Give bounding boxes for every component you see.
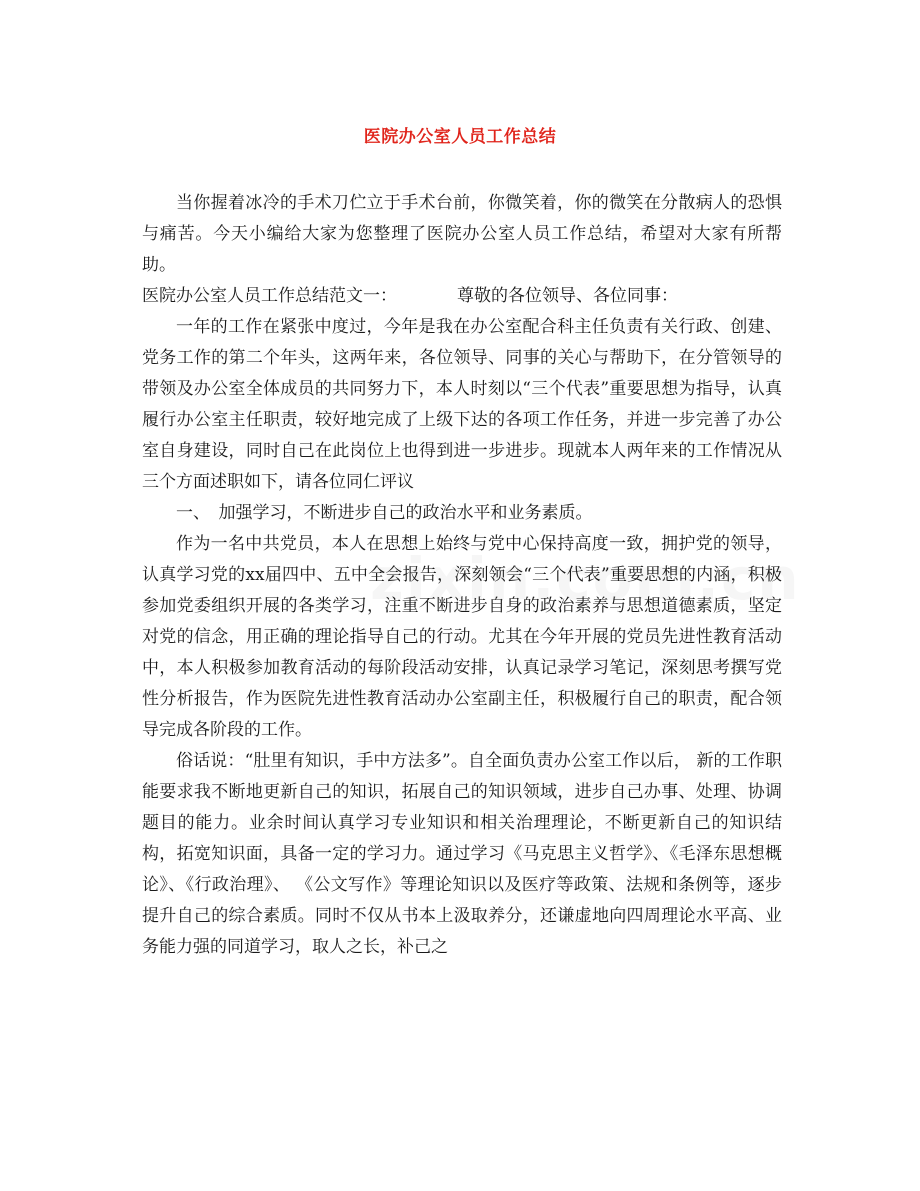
body-paragraph: 一年的工作在紧张中度过，今年是我在办公室配合科主任负责有关行政、创建、党务工作的第二个年头，这两年来，各位领导、同事的关心与帮助下，在分管领导的带领及办公室全体成员的共同努力下，本人时刻以“三个代表”重要思想为指导，认真履行办公室主任职责，较好地完成了上级下达的各项工作任务，并进一步完善了办公室自身建设，同时自己在此岗位上也得到进一步进步。现就本人两年来的工作情况从三个方面述职如下，请各位同仁评议 [142,317,782,492]
sample-heading-line [142,281,782,312]
body-paragraph: 俗话说：“肚里有知识，手中方法多”。自全面负责办公室工作以后， 新的工作职能要求我不断地更新自己的知识，拓展自己的知识领域，进步自己办事、处理、协调题目的能力。业余时间认真学习专业知识和相关治理理论，不断更新自己的知识结构，拓宽知识面，具备一定的学习力。通过学习《马克思主义哲学》、《毛泽东思想概论》、《行政治理》、 《公文写作》等理论知识以及医疗等政策、法规和条例等，逐步提升自己的综合素质。同时不仅从书本上汲取养分，还谦虚地向四周理论水平高、业务能力强的同道学习，取人之长，补己之 [142,751,782,957]
document-title: 医院办公室人员工作总结 [363,127,557,147]
greeting: 尊敬的各位领导、各位同事： [457,286,678,306]
sample-heading: 医院办公室人员工作总结范文一： [142,286,397,306]
document-body [142,188,782,963]
section-heading: 一、 加强学习，不断进步自己的政治水平和业务素质。 [176,503,593,523]
intro-paragraph: 当你握着冰冷的手术刀伫立于手术台前，你微笑着，你的微笑在分散病人的恐惧与痛苦。今天小编给大家为您整理了医院办公室人员工作总结，希望对大家有所帮助。 [142,193,782,275]
body-paragraph: 作为一名中共党员，本人在思想上始终与党中心保持高度一致，拥护党的领导，认真学习党的xx届四中、五中全会报告，深刻领会“三个代表”重要思想的内涵，积极参加党委组织开展的各类学习，注重不断进步自身的政治素养与思想道德素质，坚定对党的信念，用正确的理论指导自己的行动。尤其在今年开展的党员先进性教育活动中，本人积极参加教育活动的每阶段活动安排，认真记录学习笔记，深刻思考撰写党性分析报告，作为医院先进性教育活动办公室副主任，积极履行自己的职责，配合领导完成各阶段的工作。 [142,534,782,740]
